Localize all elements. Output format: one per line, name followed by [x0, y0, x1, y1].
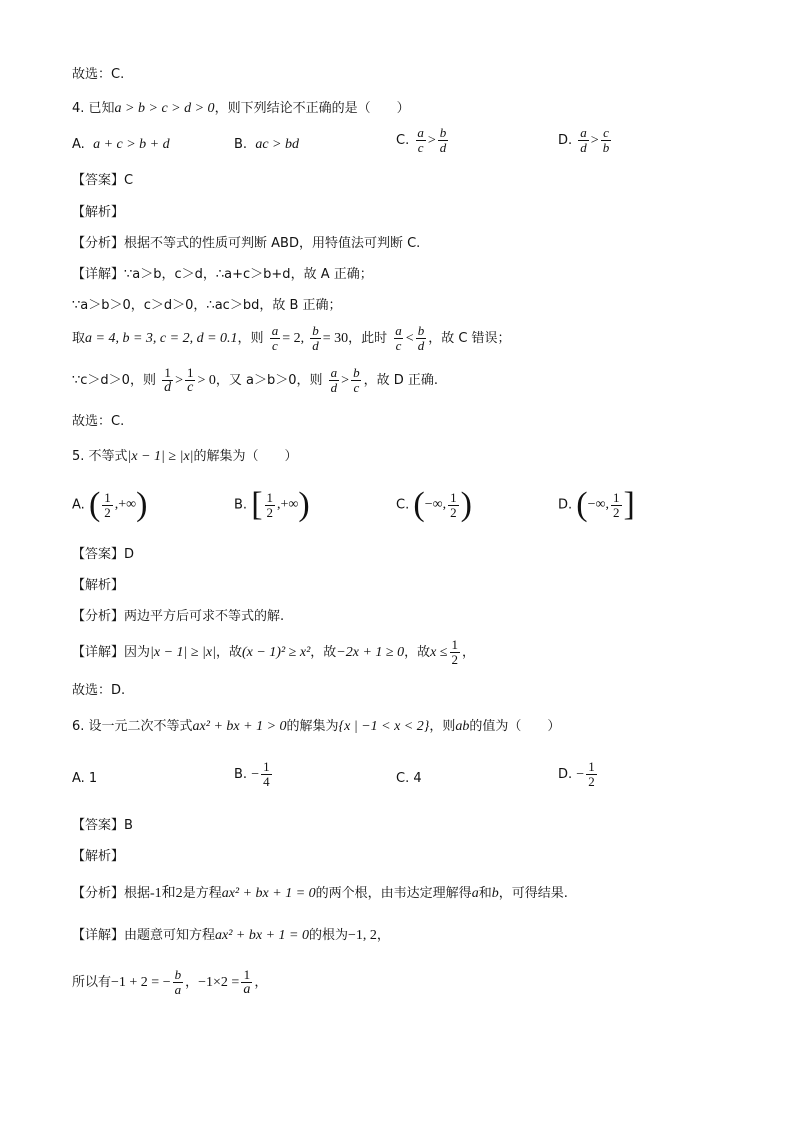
q5-option-b: B. [ $\frac{1}{2}$ ,+∞ ) [234, 486, 310, 523]
q5-option-c: C. ( −∞, $\frac{1}{2}$ ) [396, 486, 472, 523]
q6-option-b: B. − $\frac{1}{4}$ [234, 759, 270, 789]
q6-analysis: 【分析】根据-1和2是方程ax² + bx + 1 = 0的两个根，由韦达定理解得a和b，可得结果. [72, 886, 568, 901]
q6-answer: 【答案】B [72, 818, 133, 833]
q4-detail-3: 取a = 4, b = 3, c = 2, d = 0.1，则 $\frac{a}{c}$ = 2, $\frac{b}{d}$ = 30，此时 $\frac{a}{c}$ < $\frac{b}{d}$ ，故 C 错误； [72, 323, 511, 353]
q4-option-c: C. $\frac{a}{c}$ > $\frac{b}{d}$ [396, 125, 447, 155]
q4-option-a: A. a + c > b + d [72, 137, 170, 152]
q4-selection: 故选：C. [72, 414, 125, 429]
q5-answer: 【答案】D [72, 547, 135, 562]
q4-analysis-heading: 【解析】 [72, 205, 125, 220]
q6-detail-2: 所以有−1 + 2 = − $\frac{b}{a}$ ，−1×2 = $\frac{1}{a}$ ， [72, 967, 268, 997]
q5-selection: 故选：D. [72, 683, 126, 698]
question-4: 4. 已知a > b > c > d > 0，则下列结论不正确的是（ ） [72, 101, 410, 116]
q6-detail: 【详解】由题意可知方程ax² + bx + 1 = 0的根为−1, 2， [72, 928, 390, 943]
q4-detail-4: ∵c＞d＞0，则 $\frac{1}{d}$ > $\frac{1}{c}$ > 0，又 a＞b＞0，则 $\frac{a}{d}$ > $\frac{b}{c}$ ，故 D 正确. [72, 365, 438, 395]
q5-detail: 【详解】因为|x − 1| ≥ |x|，故(x − 1)² ≥ x²，故−2x + 1 ≥ 0，故x ≤ $\frac{1}{2}$ ， [72, 637, 476, 667]
q6-option-c: C. 4 [396, 771, 422, 786]
q4-answer: 【答案】C [72, 173, 134, 188]
q6-option-a: A. 1 [72, 771, 98, 786]
q6-option-d: D. − $\frac{1}{2}$ [558, 759, 595, 789]
q4-detail-2: ∵a＞b＞0，c＞d＞0，∴ac＞bd，故 B 正确； [72, 298, 342, 313]
q4-detail-1: 【详解】∵a＞b，c＞d，∴a+c＞b+d，故 A 正确； [72, 267, 373, 282]
q4-analysis: 【分析】根据不等式的性质可判断 ABD，用特值法可判断 C. [72, 236, 421, 251]
q5-option-a: A. ( $\frac{1}{2}$ ,+∞ ) [72, 486, 148, 523]
q6-analysis-heading: 【解析】 [72, 849, 125, 864]
prev-selection: 故选：C. [72, 67, 125, 82]
q4-option-b: B. ac > bd [234, 137, 299, 152]
question-6: 6. 设一元二次不等式ax² + bx + 1 > 0的解集为{x | −1 < x < 2}，则ab的值为（ ） [72, 719, 561, 734]
q5-analysis-heading: 【解析】 [72, 578, 125, 593]
question-5: 5. 不等式|x − 1| ≥ |x|的解集为（ ） [72, 449, 298, 464]
q4-option-d: D. $\frac{a}{d}$ > $\frac{c}{b}$ [558, 125, 610, 155]
q5-analysis: 【分析】两边平方后可求不等式的解. [72, 609, 285, 624]
q5-option-d: D. ( −∞, $\frac{1}{2}$ ] [558, 486, 635, 523]
